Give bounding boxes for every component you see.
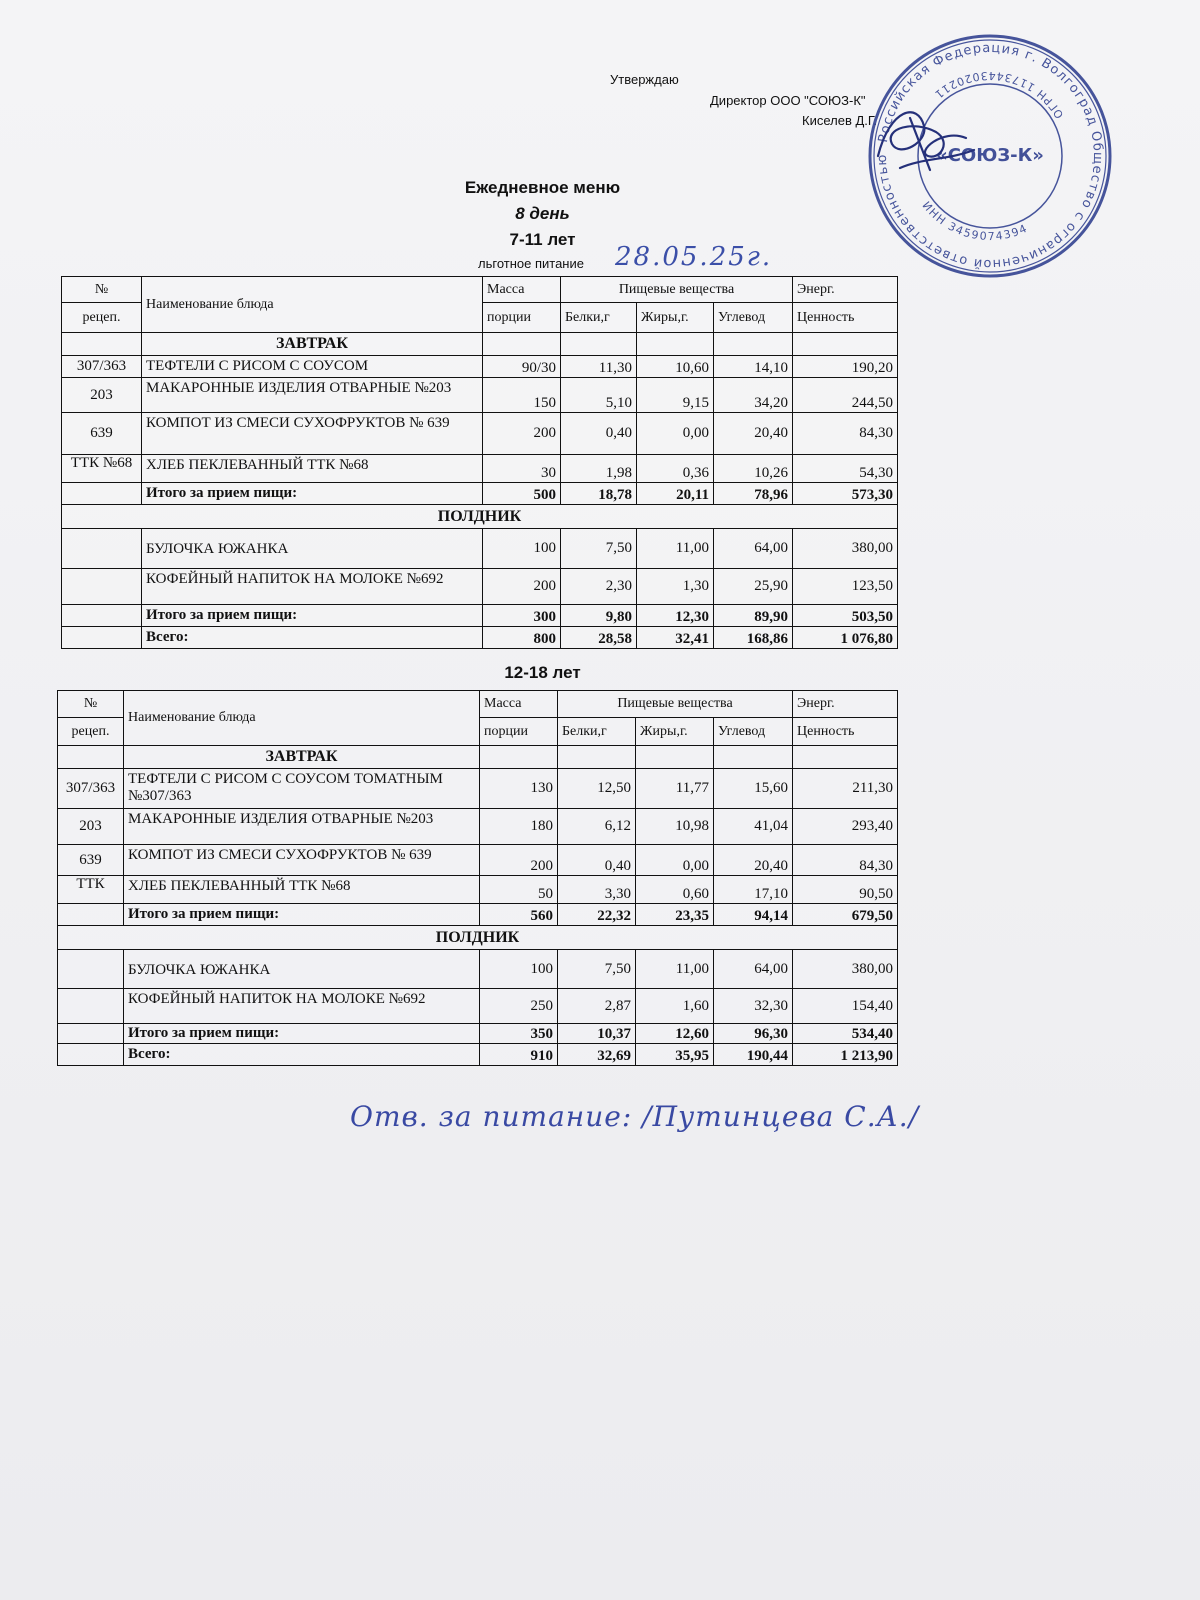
table-row [58,769,898,809]
director-title: Директор ООО "СОЮЗ-К" [710,93,866,108]
total-protein: 22,32 [558,904,636,926]
dish-name: ХЛЕБ ПЕКЛЕВАННЫЙ ТТК №68 [124,876,480,904]
col-name: Наименование блюда [142,277,483,333]
total-mass: 350 [480,1024,558,1044]
table-row [58,845,898,876]
col-nutrients: Пищевые вещества [558,691,793,718]
total-fat: 20,11 [637,483,714,505]
section-row [58,746,898,769]
director-signature [870,98,980,178]
protein: 2,30 [561,569,637,605]
grand-total-row [58,1044,898,1066]
energy: 90,50 [793,876,898,904]
stamp-inn: ИНН 3459074394 [919,199,1031,244]
energy: 190,20 [793,356,898,378]
total-energy: 503,50 [793,605,898,627]
fat: 11,00 [636,950,714,989]
stamp-outer-text: Российская Федерация г. Волгоград Общество с ограниченной ответственностью [874,40,1106,272]
mass: 100 [480,950,558,989]
total-mass: 300 [483,605,561,627]
protein: 12,50 [558,769,636,809]
energy: 380,00 [793,950,898,989]
recipe-code: ТТК [58,876,124,904]
col-carbs: Углевод [714,718,793,746]
energy: 244,50 [793,378,898,413]
table-row [62,569,898,605]
grand-total-fat: 35,95 [636,1044,714,1066]
fat: 1,30 [637,569,714,605]
section-row [62,505,898,529]
table-row [62,529,898,569]
recipe-code: 203 [62,378,142,413]
carbs: 20,40 [714,413,793,455]
table-header-row [62,277,898,303]
section-title-breakfast: ЗАВТРАК [142,333,483,356]
table-row [62,356,898,378]
dish-name: МАКАРОННЫЕ ИЗДЕЛИЯ ОТВАРНЫЕ №203 [124,809,480,845]
carbs: 20,40 [714,845,793,876]
col-value: Ценность [793,718,898,746]
grand-total-fat: 32,41 [637,627,714,649]
col-recipe: рецеп. [58,718,124,746]
dish-name: ТЕФТЕЛИ С РИСОМ С СОУСОМ [142,356,483,378]
carbs: 14,10 [714,356,793,378]
protein: 0,40 [561,413,637,455]
dish-name: КОМПОТ ИЗ СМЕСИ СУХОФРУКТОВ № 639 [142,413,483,455]
mass: 30 [483,455,561,483]
carbs: 25,90 [714,569,793,605]
carbs: 34,20 [714,378,793,413]
carbs: 15,60 [714,769,793,809]
protein: 6,12 [558,809,636,845]
total-energy: 573,30 [793,483,898,505]
grand-total-carbs: 168,86 [714,627,793,649]
responsible-person-note: Отв. за питание: /Путинцева С.А./ [350,1100,920,1133]
mass: 250 [480,989,558,1024]
fat: 0,36 [637,455,714,483]
section-title-snack: ПОЛДНИК [62,505,898,529]
protein: 1,98 [561,455,637,483]
energy: 380,00 [793,529,898,569]
total-label: Итого за прием пищи: [142,483,483,505]
table-header-row [58,691,898,718]
total-protein: 10,37 [558,1024,636,1044]
protein: 7,50 [558,950,636,989]
menu-table-12-18 [57,690,898,1066]
protein: 11,30 [561,356,637,378]
col-name: Наименование блюда [124,691,480,746]
table-row [62,413,898,455]
mass: 200 [483,569,561,605]
grand-total-mass: 910 [480,1044,558,1066]
total-row [62,605,898,627]
col-energy: Энерг. [793,691,898,718]
fat: 0,00 [636,845,714,876]
dish-name: ТЕФТЕЛИ С РИСОМ С СОУСОМ ТОМАТНЫМ №307/363 [124,769,480,809]
recipe-code: 203 [58,809,124,845]
protein: 3,30 [558,876,636,904]
grand-total-protein: 32,69 [558,1044,636,1066]
total-row [62,483,898,505]
total-carbs: 96,30 [714,1024,793,1044]
col-mass: Масса [483,277,561,303]
total-carbs: 78,96 [714,483,793,505]
stamp-ogrn: ОГРН 1173443020211 [931,68,1067,121]
total-row [58,1024,898,1044]
age-group-2: 12-18 лет [504,663,581,682]
energy: 293,40 [793,809,898,845]
energy: 154,40 [793,989,898,1024]
total-energy: 679,50 [793,904,898,926]
section-title-breakfast: ЗАВТРАК [124,746,480,769]
table-row [58,809,898,845]
section-title-snack: ПОЛДНИК [58,926,898,950]
carbs: 32,30 [714,989,793,1024]
age-group-1: 7-11 лет [509,230,576,249]
col-portion: порции [480,718,558,746]
col-fat: Жиры,г. [637,303,714,333]
col-protein: Белки,г [558,718,636,746]
carbs: 17,10 [714,876,793,904]
menu-table-7-11 [61,276,898,649]
total-fat: 23,35 [636,904,714,926]
recipe-code: 307/363 [62,356,142,378]
recipe-code [62,569,142,605]
col-energy: Энерг. [793,277,898,303]
menu-day: 8 день [515,204,570,223]
protein: 2,87 [558,989,636,1024]
recipe-code: ТТК №68 [62,455,142,483]
fat: 11,00 [637,529,714,569]
recipe-code [62,529,142,569]
grand-total-energy: 1 076,80 [793,627,898,649]
table-row [58,989,898,1024]
recipe-code: 639 [58,845,124,876]
recipe-code [58,989,124,1024]
mass: 50 [480,876,558,904]
col-portion: порции [483,303,561,333]
energy: 84,30 [793,413,898,455]
recipe-code: 307/363 [58,769,124,809]
dish-name: БУЛОЧКА ЮЖАНКА [142,529,483,569]
recipe-code [58,950,124,989]
total-fat: 12,30 [637,605,714,627]
table-row [58,876,898,904]
col-value: Ценность [793,303,898,333]
protein: 5,10 [561,378,637,413]
total-row [58,904,898,926]
grand-total-energy: 1 213,90 [793,1044,898,1066]
mass: 150 [483,378,561,413]
fat: 0,60 [636,876,714,904]
col-mass: Масса [480,691,558,718]
table-row [58,950,898,989]
carbs: 10,26 [714,455,793,483]
total-protein: 9,80 [561,605,637,627]
dish-name: БУЛОЧКА ЮЖАНКА [124,950,480,989]
table-row [62,455,898,483]
dish-name: КОФЕЙНЫЙ НАПИТОК НА МОЛОКЕ №692 [142,569,483,605]
mass: 100 [483,529,561,569]
director-name: Киселев Д.Г. [802,113,877,128]
carbs: 64,00 [714,950,793,989]
col-no: № [62,277,142,303]
fat: 9,15 [637,378,714,413]
mass: 200 [480,845,558,876]
energy: 123,50 [793,569,898,605]
stamp-center-text: «СОЮЗ-К» [936,145,1044,166]
total-protein: 18,78 [561,483,637,505]
grand-total-row [62,627,898,649]
col-fat: Жиры,г. [636,718,714,746]
mass: 180 [480,809,558,845]
energy: 84,30 [793,845,898,876]
col-no: № [58,691,124,718]
total-mass: 560 [480,904,558,926]
approval-label: Утверждаю [610,72,679,87]
section-row [58,926,898,950]
benefit-label: льготное питание [478,256,584,271]
dish-name: КОМПОТ ИЗ СМЕСИ СУХОФРУКТОВ № 639 [124,845,480,876]
total-mass: 500 [483,483,561,505]
grand-total-carbs: 190,44 [714,1044,793,1066]
fat: 10,98 [636,809,714,845]
mass: 90/30 [483,356,561,378]
dish-name: ХЛЕБ ПЕКЛЕВАННЫЙ ТТК №68 [142,455,483,483]
carbs: 41,04 [714,809,793,845]
total-label: Итого за прием пищи: [124,1024,480,1044]
fat: 1,60 [636,989,714,1024]
energy: 54,30 [793,455,898,483]
dish-name: МАКАРОННЫЕ ИЗДЕЛИЯ ОТВАРНЫЕ №203 [142,378,483,413]
grand-total-protein: 28,58 [561,627,637,649]
col-nutrients: Пищевые вещества [561,277,793,303]
carbs: 64,00 [714,529,793,569]
total-carbs: 89,90 [714,605,793,627]
total-carbs: 94,14 [714,904,793,926]
col-protein: Белки,г [561,303,637,333]
table-row [62,378,898,413]
col-carbs: Углевод [714,303,793,333]
grand-total-label: Всего: [124,1044,480,1066]
total-energy: 534,40 [793,1024,898,1044]
grand-total-mass: 800 [483,627,561,649]
energy: 211,30 [793,769,898,809]
menu-title: Ежедневное меню [464,178,621,197]
total-fat: 12,60 [636,1024,714,1044]
dish-name: КОФЕЙНЫЙ НАПИТОК НА МОЛОКЕ №692 [124,989,480,1024]
section-row [62,333,898,356]
fat: 11,77 [636,769,714,809]
fat: 0,00 [637,413,714,455]
col-recipe: рецеп. [62,303,142,333]
recipe-code: 639 [62,413,142,455]
handwritten-date: 28.05.25г. [615,242,773,272]
total-label: Итого за прием пищи: [142,605,483,627]
protein: 0,40 [558,845,636,876]
total-label: Итого за прием пищи: [124,904,480,926]
protein: 7,50 [561,529,637,569]
mass: 130 [480,769,558,809]
mass: 200 [483,413,561,455]
fat: 10,60 [637,356,714,378]
grand-total-label: Всего: [142,627,483,649]
